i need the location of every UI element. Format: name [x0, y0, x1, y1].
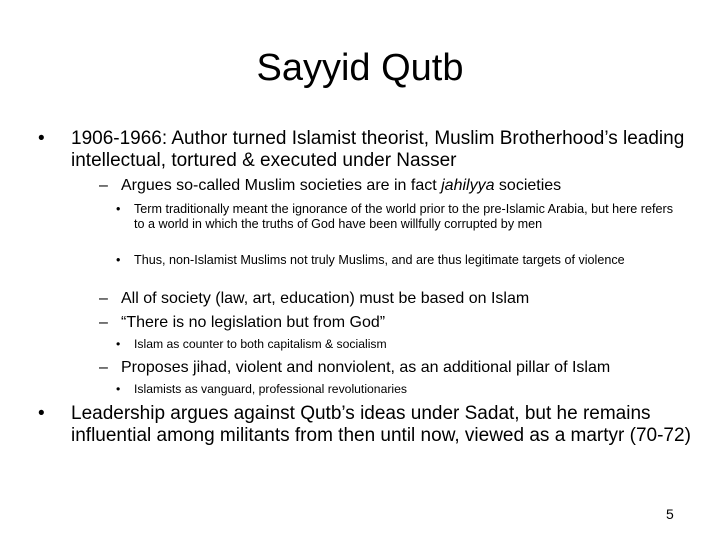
- text-segment: societies: [494, 177, 562, 194]
- bullet-level2: [99, 176, 699, 195]
- bullet-marker: •: [116, 202, 121, 216]
- bullet-level2: [99, 289, 699, 308]
- bullet-level3: [116, 337, 676, 351]
- bullet-text: Proposes jihad, violent and nonviolent, as an additional pillar of Islam: [121, 359, 611, 376]
- bullet-marker: •: [116, 337, 121, 351]
- bullet-level3: [116, 202, 676, 231]
- slide-title: Sayyid Qutb: [256, 47, 464, 89]
- bullet-level1: [38, 403, 703, 447]
- bullet-text: Term traditionally meant the ignorance of the world prior to the pre-Islamic Arabia, but here refers to a world in which the truths of God have been willfully corrupted by men: [134, 202, 673, 231]
- bullet-text: “There is no legislation but from God”: [121, 314, 386, 331]
- page-number: 5: [666, 506, 674, 522]
- bullet-level1: [38, 128, 703, 172]
- text-segment: Argues so-called Muslim societies are in fact: [121, 177, 442, 194]
- bullet-text: All of society (law, art, education) must be based on Islam: [121, 290, 530, 307]
- bullet-level2: [99, 313, 699, 332]
- bullet-text: Islamists as vanguard, professional revolutionaries: [134, 382, 407, 396]
- italic-term: jahilyya: [441, 177, 495, 194]
- bullet-marker: •: [116, 253, 121, 267]
- bullet-text: Leadership argues against Qutb’s ideas under Sadat, but he remains influential among militants from then until now, viewed as a martyr (70-72): [71, 403, 691, 446]
- dash-marker: –: [99, 314, 108, 331]
- bullet-text: [99, 176, 699, 195]
- bullet-level2: [99, 358, 699, 377]
- bullet-marker: •: [38, 403, 45, 424]
- bullet-level3: [116, 253, 676, 268]
- bullet-text: 1906-1966: Author turned Islamist theorist, Muslim Brotherhood’s leading intellectual, tortured & executed under Nasser: [71, 128, 685, 171]
- bullet-text: Islam as counter to both capitalism & socialism: [134, 337, 387, 351]
- dash-marker: –: [99, 290, 108, 307]
- bullet-text: Thus, non-Islamist Muslims not truly Muslims, and are thus legitimate targets of violence: [134, 253, 625, 267]
- bullet-level3: [116, 382, 676, 396]
- bullet-marker: •: [38, 128, 45, 149]
- dash-marker: –: [99, 177, 108, 194]
- dash-marker: –: [99, 359, 108, 376]
- bullet-marker: •: [116, 382, 121, 396]
